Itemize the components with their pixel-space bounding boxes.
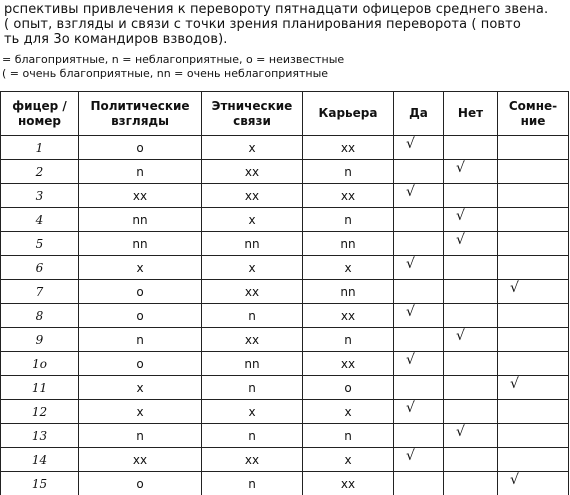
document-heading bbox=[0, 2, 570, 47]
cell-political-views: nn bbox=[79, 232, 202, 256]
cell-officer-number: 15 bbox=[1, 472, 79, 495]
cell-doubt bbox=[498, 184, 569, 208]
cell-ethnic-ties: n bbox=[202, 472, 303, 495]
cell-ethnic-ties: хх bbox=[202, 448, 303, 472]
cell-doubt bbox=[498, 304, 569, 328]
cell-ethnic-ties: х bbox=[202, 400, 303, 424]
cell-yes bbox=[394, 328, 444, 352]
cell-ethnic-ties: nn bbox=[202, 352, 303, 376]
cell-ethnic-ties: х bbox=[202, 256, 303, 280]
cell-doubt bbox=[498, 256, 569, 280]
cell-no: √ bbox=[444, 424, 498, 448]
cell-officer-number: 1о bbox=[1, 352, 79, 376]
cell-career: хх bbox=[303, 472, 394, 495]
cell-career: хх bbox=[303, 184, 394, 208]
cell-yes: √ bbox=[394, 184, 444, 208]
cell-political-views: хх bbox=[79, 184, 202, 208]
cell-doubt: √ bbox=[498, 472, 569, 495]
cell-career: о bbox=[303, 376, 394, 400]
cell-ethnic-ties: х bbox=[202, 136, 303, 160]
table-row bbox=[1, 184, 569, 208]
table-row bbox=[1, 400, 569, 424]
cell-no bbox=[444, 256, 498, 280]
cell-political-views: х bbox=[79, 400, 202, 424]
cell-officer-number: 7 bbox=[1, 280, 79, 304]
cell-no: √ bbox=[444, 328, 498, 352]
cell-yes bbox=[394, 424, 444, 448]
header-officer-number: фицер / номер bbox=[1, 92, 79, 136]
cell-no bbox=[444, 472, 498, 495]
cell-doubt bbox=[498, 160, 569, 184]
cell-doubt: √ bbox=[498, 280, 569, 304]
table-row bbox=[1, 160, 569, 184]
cell-yes bbox=[394, 160, 444, 184]
cell-officer-number: 12 bbox=[1, 400, 79, 424]
cell-ethnic-ties: хх bbox=[202, 328, 303, 352]
cell-ethnic-ties: n bbox=[202, 304, 303, 328]
cell-career: х bbox=[303, 400, 394, 424]
cell-political-views: nn bbox=[79, 208, 202, 232]
cell-officer-number: 1 bbox=[1, 136, 79, 160]
cell-doubt bbox=[498, 400, 569, 424]
cell-officer-number: 6 bbox=[1, 256, 79, 280]
cell-officer-number: 9 bbox=[1, 328, 79, 352]
cell-officer-number: 14 bbox=[1, 448, 79, 472]
cell-political-views: n bbox=[79, 328, 202, 352]
cell-doubt: √ bbox=[498, 376, 569, 400]
heading-line-1: рспективы привлечения к перевороту пятнадцати офицеров среднего звена. bbox=[0, 2, 570, 17]
legend-line-2: ( = очень благоприятные, nn = очень неблагоприятные bbox=[0, 67, 570, 81]
cell-political-views: n bbox=[79, 424, 202, 448]
cell-ethnic-ties: хх bbox=[202, 160, 303, 184]
cell-doubt bbox=[498, 328, 569, 352]
cell-officer-number: 2 bbox=[1, 160, 79, 184]
cell-yes: √ bbox=[394, 352, 444, 376]
table-row bbox=[1, 376, 569, 400]
table-header-row bbox=[1, 92, 569, 136]
table-row bbox=[1, 280, 569, 304]
table-row bbox=[1, 424, 569, 448]
cell-ethnic-ties: nn bbox=[202, 232, 303, 256]
cell-ethnic-ties: х bbox=[202, 208, 303, 232]
cell-no bbox=[444, 136, 498, 160]
cell-yes: √ bbox=[394, 448, 444, 472]
cell-political-views: о bbox=[79, 280, 202, 304]
cell-no bbox=[444, 376, 498, 400]
legend bbox=[0, 53, 570, 81]
cell-political-views: х bbox=[79, 256, 202, 280]
cell-doubt bbox=[498, 136, 569, 160]
cell-no bbox=[444, 400, 498, 424]
officers-table bbox=[0, 91, 569, 495]
cell-career: хх bbox=[303, 136, 394, 160]
table-row bbox=[1, 328, 569, 352]
cell-career: хх bbox=[303, 304, 394, 328]
table-row bbox=[1, 448, 569, 472]
table-row bbox=[1, 208, 569, 232]
header-ethnic-ties: Этнические связи bbox=[202, 92, 303, 136]
cell-career: х bbox=[303, 256, 394, 280]
cell-political-views: о bbox=[79, 136, 202, 160]
cell-yes bbox=[394, 472, 444, 495]
table-row bbox=[1, 304, 569, 328]
cell-ethnic-ties: n bbox=[202, 424, 303, 448]
cell-yes: √ bbox=[394, 136, 444, 160]
cell-ethnic-ties: хх bbox=[202, 280, 303, 304]
cell-career: n bbox=[303, 424, 394, 448]
table-row bbox=[1, 352, 569, 376]
cell-ethnic-ties: n bbox=[202, 376, 303, 400]
cell-yes: √ bbox=[394, 256, 444, 280]
cell-political-views: о bbox=[79, 352, 202, 376]
cell-political-views: о bbox=[79, 304, 202, 328]
header-no: Нет bbox=[444, 92, 498, 136]
cell-no bbox=[444, 280, 498, 304]
cell-yes bbox=[394, 376, 444, 400]
cell-no: √ bbox=[444, 208, 498, 232]
legend-line-1: = благоприятные, n = неблагоприятные, о = неизвестные bbox=[0, 53, 570, 67]
cell-career: n bbox=[303, 328, 394, 352]
table-row bbox=[1, 232, 569, 256]
cell-yes: √ bbox=[394, 304, 444, 328]
cell-career: nn bbox=[303, 232, 394, 256]
header-yes: Да bbox=[394, 92, 444, 136]
cell-doubt bbox=[498, 448, 569, 472]
cell-career: n bbox=[303, 160, 394, 184]
cell-political-views: х bbox=[79, 376, 202, 400]
cell-yes bbox=[394, 280, 444, 304]
cell-ethnic-ties: хх bbox=[202, 184, 303, 208]
cell-officer-number: 13 bbox=[1, 424, 79, 448]
header-doubt: Сомне- ние bbox=[498, 92, 569, 136]
heading-line-3: ть для 3о командиров взводов). bbox=[0, 32, 570, 47]
cell-doubt bbox=[498, 208, 569, 232]
cell-officer-number: 8 bbox=[1, 304, 79, 328]
heading-line-2: ( опыт, взгляды и связи с точки зрения планирования переворота ( повто bbox=[0, 17, 570, 32]
table-row bbox=[1, 472, 569, 495]
cell-officer-number: 4 bbox=[1, 208, 79, 232]
cell-career: n bbox=[303, 208, 394, 232]
cell-yes bbox=[394, 232, 444, 256]
cell-political-views: хх bbox=[79, 448, 202, 472]
cell-yes: √ bbox=[394, 400, 444, 424]
cell-no: √ bbox=[444, 160, 498, 184]
cell-political-views: n bbox=[79, 160, 202, 184]
cell-no: √ bbox=[444, 232, 498, 256]
cell-no bbox=[444, 184, 498, 208]
header-political-views: Политические взгляды bbox=[79, 92, 202, 136]
cell-no bbox=[444, 448, 498, 472]
cell-yes bbox=[394, 208, 444, 232]
cell-officer-number: 11 bbox=[1, 376, 79, 400]
cell-career: nn bbox=[303, 280, 394, 304]
cell-political-views: о bbox=[79, 472, 202, 495]
table-body bbox=[1, 136, 569, 495]
table-row bbox=[1, 136, 569, 160]
cell-doubt bbox=[498, 232, 569, 256]
cell-career: х bbox=[303, 448, 394, 472]
cell-officer-number: 5 bbox=[1, 232, 79, 256]
cell-doubt bbox=[498, 352, 569, 376]
cell-no bbox=[444, 352, 498, 376]
cell-officer-number: 3 bbox=[1, 184, 79, 208]
cell-career: хх bbox=[303, 352, 394, 376]
header-career: Карьера bbox=[303, 92, 394, 136]
cell-no bbox=[444, 304, 498, 328]
cell-doubt bbox=[498, 424, 569, 448]
table-row bbox=[1, 256, 569, 280]
